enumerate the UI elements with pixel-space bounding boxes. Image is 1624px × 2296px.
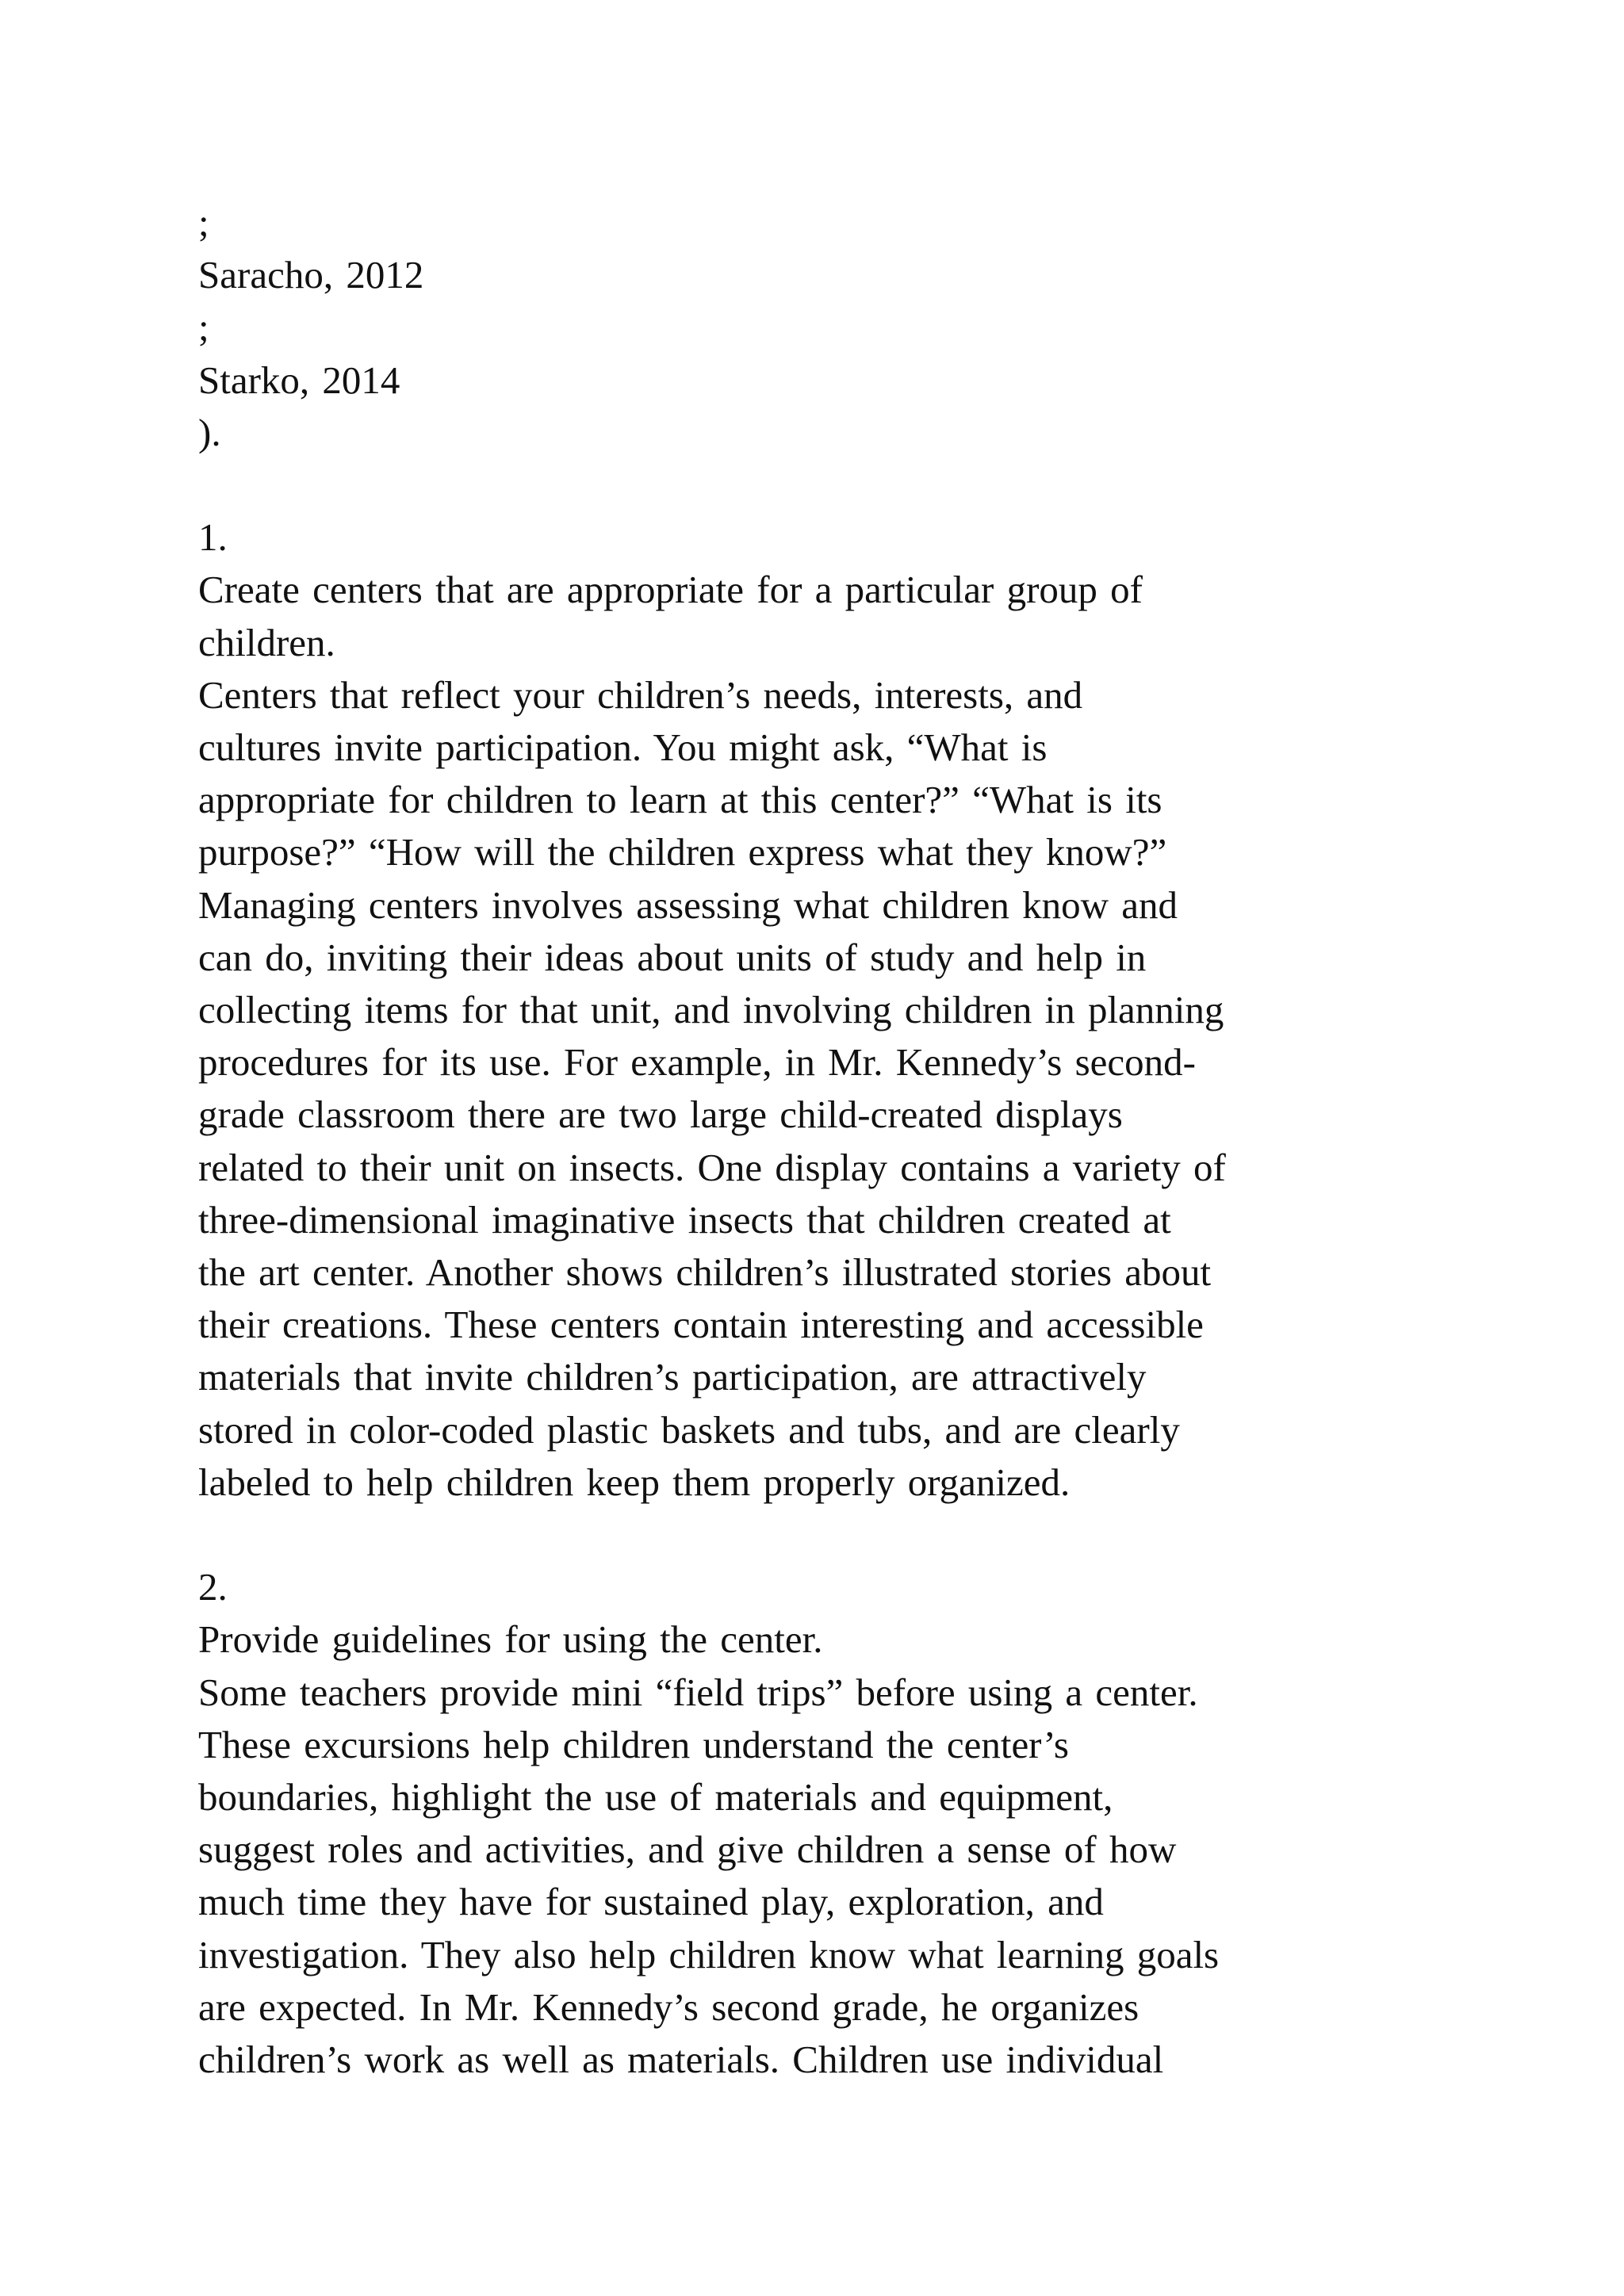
body-line: children’s work as well as materials. Children use individual [198,2038,1164,2082]
body-line: are expected. In Mr. Kennedy’s second grade, he organizes [198,1984,1139,2029]
body-line: the art center. Another shows children’s illustrated stories about [198,1250,1212,1295]
body-line: collecting items for that unit, and involving children in planning [198,988,1224,1032]
citation-line: ). [198,410,221,454]
body-line: Centers that reflect your children’s needs, interests, and [198,672,1083,717]
body-line: investigation. They also help children know what learning goals [198,1932,1220,1976]
body-line: procedures for its use. For example, in Mr. Kennedy’s second- [198,1040,1196,1085]
body-line: labeled to help children keep them properly organized. [198,1460,1071,1504]
section-number: 2. [198,1565,228,1609]
body-line: much time they have for sustained play, exploration, and [198,1880,1104,1924]
body-line: purpose?” “How will the children express what they know?” [198,830,1167,874]
body-line: can do, inviting their ideas about units of study and help in [198,935,1147,979]
body-line: related to their unit on insects. One display contains a variety of [198,1145,1226,1189]
body-line: These excursions help children understand the center’s [198,1722,1070,1766]
body-line: stored in color-coded plastic baskets and tubs, and are clearly [198,1407,1180,1452]
section-heading: Provide guidelines for using the center. [198,1617,823,1662]
body-line: their creations. These centers contain interesting and accessible [198,1303,1204,1347]
section-heading: Create centers that are appropriate for a particular group of [198,568,1143,612]
body-line: Managing centers involves assessing what children know and [198,882,1178,927]
citation-line: Saracho, 2012 [198,253,424,297]
body-line: boundaries, highlight the use of materials and equipment, [198,1775,1113,1820]
body-line: grade classroom there are two large child-created displays [198,1093,1123,1137]
citation-line: ; [198,305,209,350]
section-heading: children. [198,620,335,664]
body-line: Some teachers provide mini “field trips” before using a center. [198,1670,1198,1714]
body-line: materials that invite children’s participation, are attractively [198,1355,1147,1399]
body-line: cultures invite participation. You might ask, “What is [198,725,1048,770]
citation-line: Starko, 2014 [198,358,400,402]
section-number: 1. [198,515,228,560]
document-body [198,197,1507,2086]
body-line: appropriate for children to learn at this center?” “What is its [198,778,1162,822]
body-line: suggest roles and activities, and give children a sense of how [198,1827,1177,1872]
citation-line: ; [198,201,209,244]
paragraph-gap [198,1509,1507,1561]
paragraph-gap [198,459,1507,511]
body-line: three-dimensional imaginative insects that children created at [198,1197,1171,1242]
